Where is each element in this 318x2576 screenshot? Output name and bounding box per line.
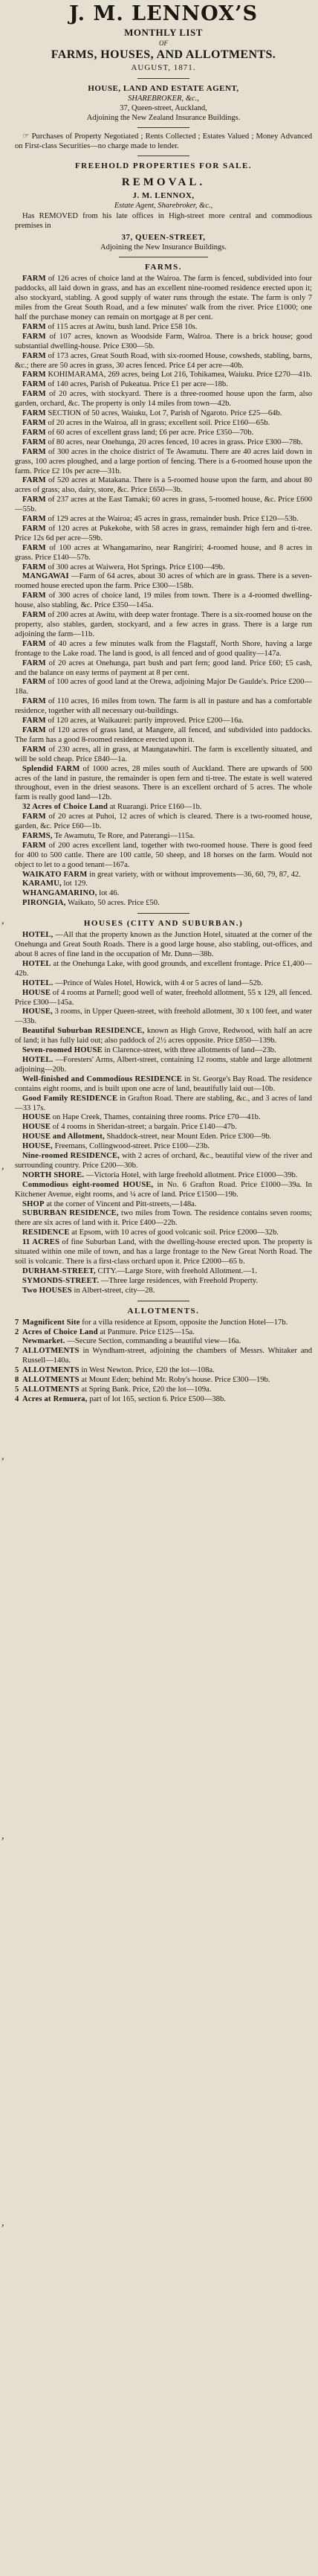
listing-entry bbox=[15, 1095, 312, 1114]
entry-lead: Acres at Remuera, bbox=[22, 1394, 88, 1403]
entry-lead: DURHAM-STREET, bbox=[22, 1266, 96, 1275]
listing-entry bbox=[15, 803, 312, 813]
entry-text: of 120 acres of grass land, at Mangere, all fenced, and subdivided into paddocks. The farm has a good 8-roomed residence erected upon it. bbox=[15, 725, 312, 744]
entry-text: of 140 acres, Parish of Pukeatua. Price £1 per acre—18b. bbox=[48, 380, 228, 389]
of-line: OF bbox=[159, 39, 168, 47]
entry-number: 4 bbox=[15, 1394, 19, 1403]
listing-entry bbox=[15, 1181, 312, 1200]
listing-entry bbox=[15, 1277, 312, 1287]
listing-entry bbox=[15, 544, 312, 563]
entry-text: of 80 acres, near Onehunga, 20 acres fenced, 10 acres in grass. Price £300—78b. bbox=[48, 438, 303, 446]
entry-lead: Splendid FARM bbox=[22, 764, 80, 773]
listing-entry bbox=[15, 323, 312, 333]
listing-entry bbox=[15, 476, 312, 496]
entry-lead: HOUSE bbox=[22, 1123, 51, 1132]
entry-lead: SHOP bbox=[22, 1199, 45, 1208]
entry-text: at the corner of Vincent and Pitt-streets,—148a. bbox=[46, 1199, 197, 1208]
listing-entry bbox=[15, 1319, 312, 1328]
removal-adjoining: Adjoining the New Insurance Buildings. bbox=[100, 243, 227, 252]
entry-lead: FARM bbox=[22, 563, 46, 571]
entry-text: of 20 acres in the Wairoa, all in grass; excellent soil. Price £160—65b. bbox=[48, 418, 270, 427]
entry-lead: FARM bbox=[22, 476, 46, 485]
listing-entry bbox=[15, 380, 312, 390]
entry-text: —Victoria Hotel, with large freehold allotment. Price £1000—39b. bbox=[85, 1170, 298, 1179]
entry-lead: Two HOUSES bbox=[22, 1286, 72, 1295]
entry-lead: Newmarket. bbox=[22, 1337, 65, 1346]
entry-text: of 120 acres, at Waikaurei: partly improved. Price £200—16a. bbox=[48, 717, 244, 725]
entry-lead: ALLOTMENTS bbox=[22, 1366, 80, 1375]
listing-entry bbox=[15, 1075, 312, 1095]
entry-lead: FARM bbox=[22, 717, 46, 725]
listing-entry bbox=[15, 572, 312, 592]
entry-text: of 1000 acres, 28 miles south of Auckland. There are upwards of 500 acres of the land in pasture, the remainder is open fern and ti-tree. The estate is well watered throughout, even in the driest seasons. There is an excellent orchard of 5 acres. The whole farm is really good land—12b. bbox=[15, 764, 312, 802]
entry-text: of 300 acres at Waiwera, Hot Springs. Price £100—49b. bbox=[48, 563, 225, 571]
listing-entry bbox=[15, 438, 312, 448]
entry-lead: FARM bbox=[22, 725, 46, 734]
entry-lead: FARM bbox=[22, 322, 46, 331]
entry-text: of 4 rooms in Sheridan-street; a bargain. Price £140—47b. bbox=[52, 1123, 237, 1132]
listing-entry bbox=[15, 726, 312, 746]
removal-heading: REMOVAL. bbox=[121, 176, 206, 189]
margin-tick: , bbox=[1, 915, 4, 926]
entry-text: of 300 acres of choice land, 19 miles from town. There is a 4-roomed dwelling-house, also stabling, &c. Price £350—145a. bbox=[15, 592, 312, 610]
entry-lead: FARM bbox=[22, 813, 46, 821]
entry-text: in No. 6 Grafton Road. Price £1000—39a. In Kitchener Avenue, eight rooms, and ¼ acre of land. Price £1500—19b. bbox=[15, 1180, 312, 1199]
entry-text: of 120 acres at Pukekohe, with 58 acres in grass, remainder high fern and ti-tree. Price 12s 6d per acre—59b. bbox=[15, 524, 313, 542]
entry-text: for a villa residence at Epsom, opposite the Junction Hotel—17b. bbox=[82, 1318, 288, 1327]
listing-entry bbox=[15, 525, 312, 544]
entry-text: of 20 acres at Onehunga, part bush and part fern; good land. Price £60; £5 cash, and the balance on easy terms of payment at 8 per cent. bbox=[15, 659, 312, 677]
listing-entry bbox=[15, 1287, 312, 1296]
entry-lead: WHANGAMARINO, bbox=[22, 889, 97, 898]
entry-lead: FARM bbox=[22, 332, 46, 341]
entry-text: of 4 rooms at Parnell; good well of water, freehold allotment, 55 x 129, all fenced. Price £300—145a. bbox=[15, 988, 312, 1007]
agent-sub: SHAREBROKER, &c., bbox=[128, 94, 199, 103]
entry-text: of 520 acres at Matakana. There is a 5-roomed house upon the farm, and about 80 acres of grass; also, dairy, store, &c. Price £650—3b. bbox=[15, 476, 313, 495]
entry-text: —Foresters' Arms, Albert-street, containing 12 rooms, stable and large allotment adjoining—20b. bbox=[15, 1055, 312, 1074]
entry-text: of 40 acres a few minutes walk from the Flagstaff, North Shore, having a large frontage to the Lake road. The land is good, is all fenced and of good quality—147a. bbox=[15, 639, 312, 658]
entry-text: in Albert-street, city—28. bbox=[74, 1286, 155, 1295]
listing-entry bbox=[15, 1347, 312, 1366]
listing-entry bbox=[15, 697, 312, 717]
entry-text: of 237 acres at the East Tamaki; 60 acres in grass, 5-roomed house, &c. Price £600—55b. bbox=[15, 496, 312, 514]
entry-text: of 110 acres, 16 miles from town. The farm is all in pasture and has a comfortable residence, together with all necessary out-buildings. bbox=[15, 697, 313, 716]
removal-address: 37, QUEEN-STREET, bbox=[121, 233, 206, 243]
entry-lead: 32 Acres of Choice Land bbox=[22, 803, 108, 812]
masthead-banner: J. M. LENNOX’S bbox=[69, 2, 258, 25]
entry-lead: FARM bbox=[22, 659, 46, 667]
entry-text: at the Onehunga Lake, with good grounds, and excellent frontage. Price £1,400—42b. bbox=[15, 959, 312, 978]
entry-text: at Ruarangi. Price £160—1b. bbox=[109, 803, 202, 812]
entry-lead: HOUSE bbox=[22, 1113, 51, 1122]
entry-lead: FARM bbox=[22, 678, 46, 687]
entry-text: of 230 acres, all in grass, at Maungatawhiri. The farm is excellently situated, and will be sold cheap. Price £840—1a. bbox=[15, 745, 312, 763]
entry-text: of 200 acres at Awitu, with deep water frontage. There is a six-roomed house on the property, also stables, garden, stockyard, and a few acres in grass. There is a large run adjoining the farm—11b. bbox=[15, 611, 312, 638]
listing-entry bbox=[15, 979, 312, 989]
listing-entry bbox=[15, 1200, 312, 1210]
entry-lead: FARM bbox=[22, 697, 46, 706]
listing-entry bbox=[15, 419, 312, 429]
entry-lead: FARM bbox=[22, 438, 46, 446]
entry-lead: Commodious eight-roomed HOUSE, bbox=[22, 1180, 154, 1189]
entry-number: 5 bbox=[15, 1366, 19, 1375]
entry-text: of 173 acres, Great South Road, with six-roomed House, cowsheds, stabling, barns, &c.; there are 50 acres in grass, 30 acres fenced. Price £4 per acre—40b. bbox=[15, 351, 312, 370]
removal-title: Estate Agent, Sharebroker, &c., bbox=[114, 202, 213, 211]
entry-text: at Epsom, with 10 acres of good volcanic soil. Price £2000—32b. bbox=[71, 1228, 279, 1237]
listing-entry bbox=[15, 1046, 312, 1056]
entry-lead: FARM bbox=[22, 275, 46, 283]
agent-address: 37, Queen-street, Auckland, bbox=[120, 104, 207, 112]
entry-text: 3 rooms, in Upper Queen-street, with freehold allotment, 30 x 100 feet, and water—33b. bbox=[15, 1007, 312, 1026]
entry-lead: HOUSE bbox=[22, 988, 51, 997]
listing-entry bbox=[15, 899, 312, 909]
entry-lead: FARM bbox=[22, 841, 46, 850]
entry-lead: FARM bbox=[22, 639, 46, 648]
entry-lead: KARAMU, bbox=[22, 880, 62, 888]
entry-lead: NORTH SHORE. bbox=[22, 1170, 85, 1179]
removal-name: J. M. LENNOX, bbox=[132, 191, 195, 201]
entry-text: CITY.—Large Store, with freehold Allotment.—1. bbox=[97, 1266, 257, 1275]
entry-text: in Grafton Road. There are stabling, &c., and 3 acres of land—33 17s. bbox=[15, 1094, 312, 1112]
listing-entry bbox=[15, 659, 312, 679]
divider bbox=[137, 127, 189, 128]
listing-entry bbox=[15, 1337, 312, 1347]
entry-lead: FARM bbox=[22, 380, 46, 389]
listing-entry bbox=[15, 1228, 312, 1238]
entry-text: SECTION of 50 acres, Waiuku, Lot 7, Parish of Ngaroto. Price £25—64b. bbox=[48, 409, 282, 418]
entry-lead: FARM bbox=[22, 745, 46, 754]
entry-text: Shaddock-street, near Mount Eden. Price £300—9b. bbox=[106, 1132, 272, 1141]
entry-number: 2 bbox=[15, 1327, 19, 1336]
entry-text: of 107 acres, known as Woodside Farm, Walroa. There is a brick house; good substantial dwelling-house. Price £300—5b. bbox=[15, 332, 312, 350]
entry-lead: FARM bbox=[22, 428, 46, 437]
entry-lead: SUBURBAN RESIDENCE, bbox=[22, 1209, 119, 1218]
entry-text: Te Awamutu, Te Rore, and Paterangi—115a. bbox=[54, 831, 195, 840]
entry-text: —All that the property known as the Junction Hotel, situated at the corner of the Onehunga and Great South Roads. There is a good large house, also stabling, out-offices, and about 8 acres of fine land in the occupation of Mr. Dunn—38b. bbox=[15, 931, 312, 958]
listing-entry bbox=[15, 1366, 312, 1376]
listing-entry bbox=[15, 563, 312, 573]
listing-entry bbox=[15, 1007, 312, 1027]
listing-entry bbox=[15, 371, 312, 380]
entry-lead: Well-finished and Commodious RESIDENCE bbox=[22, 1074, 183, 1083]
entry-text: of 200 acres excellent land, together with two-roomed house. There is good feed for 400 to 500 cattle. There are 100 cattle, 50 sheep, and 18 horses on the farm. Would not object to let to a good tenant—167a. bbox=[15, 841, 312, 869]
entry-text: in Clarence-street, with three allotments of land—23b. bbox=[104, 1046, 276, 1055]
listing-entry bbox=[15, 429, 312, 438]
margin-tick: , bbox=[1, 1161, 4, 1172]
entry-lead: FARM bbox=[22, 418, 46, 427]
entry-text: KOHIMARAMA, 269 acres, being Lot 216, Tohikamea, Waiuku. Price £270—41b. bbox=[48, 371, 312, 379]
entry-text: Freemans, Collingwood-street. Price £100—23b. bbox=[54, 1142, 210, 1151]
entry-text: —Three large residences, with Freehold Property. bbox=[100, 1276, 259, 1285]
entry-lead: Nine-roomed RESIDENCE, bbox=[22, 1152, 120, 1161]
purchases-notice: ☞ Purchases of Property Negotiated ; Rents Collected ; Estates Valued ; Money Advanced on First-class Securities—no charge made to lender. bbox=[15, 132, 312, 150]
entry-lead: FARM bbox=[22, 496, 46, 504]
entry-lead: PIRONGIA, bbox=[22, 899, 66, 908]
farms-heading: FARMS. bbox=[144, 263, 183, 272]
entry-text: of 300 acres in the choice district of Te Awamutu. There are 40 acres laid down in grass, 100 acres ploughed, and a large portion of fencing. There is a 6-roomed house upon the farm. Price £2 10s per acre—31b. bbox=[15, 447, 312, 475]
listing-entry bbox=[15, 1376, 312, 1385]
listing-entry bbox=[15, 889, 312, 899]
listing-entry bbox=[15, 515, 312, 525]
entry-lead: FARM bbox=[22, 543, 46, 552]
listing-entry bbox=[15, 1027, 312, 1046]
entry-lead: FARMS, bbox=[22, 831, 53, 840]
listing-entry bbox=[15, 1328, 312, 1338]
listing-entry bbox=[15, 678, 312, 697]
listing-entry bbox=[15, 333, 312, 352]
entry-lead: FARM bbox=[22, 351, 46, 360]
entry-lead: HOUSE and Allotment, bbox=[22, 1132, 105, 1141]
entry-lead: FARM bbox=[22, 447, 46, 456]
entry-number: 7 bbox=[15, 1318, 19, 1327]
entry-text: of 60 acres of excellent grass land; £6 per acre. Price £350—70b. bbox=[48, 428, 254, 437]
entry-lead: 11 ACRES bbox=[22, 1238, 60, 1247]
listing-entry bbox=[15, 592, 312, 611]
entry-lead: FARM bbox=[22, 409, 46, 418]
farms-houses-allotments-title: FARMS, HOUSES, AND ALLOTMENTS. bbox=[51, 48, 276, 61]
entry-lead: FARM bbox=[22, 515, 46, 524]
listing-entry bbox=[15, 1238, 312, 1267]
allotments-heading: ALLOTMENTS. bbox=[127, 1306, 200, 1316]
entry-number: 8 bbox=[15, 1376, 19, 1385]
listing-entry bbox=[15, 931, 312, 960]
listing-entry bbox=[15, 1267, 312, 1277]
entry-lead: RESIDENCE bbox=[22, 1228, 70, 1237]
entry-lead: ALLOTMENTS bbox=[22, 1347, 80, 1356]
entry-number: 7 bbox=[15, 1347, 19, 1356]
listing-entry bbox=[15, 1142, 312, 1152]
entry-text: at Panmure. Price £125—15a. bbox=[100, 1327, 195, 1336]
entry-text: —Prince of Wales Hotel, Howick, with 4 or 5 acres of land—52b. bbox=[55, 978, 263, 987]
entry-text: lot 129. bbox=[63, 880, 88, 888]
listing-entry bbox=[15, 813, 312, 832]
entry-lead: SYMONDS-STREET. bbox=[22, 1276, 100, 1285]
entry-text: known as High Grove, Redwood, with half an acre of land; it has fully laid out; also paddock of 2½ acres opposite. Price £850—139b. bbox=[15, 1027, 312, 1045]
entry-text: on Hape Creek, Thames, containing three rooms. Price £70—41b. bbox=[52, 1113, 261, 1122]
listing-entry bbox=[15, 717, 312, 726]
entry-lead: FARM bbox=[22, 390, 46, 399]
entry-text: of 20 acres, with stockyard. There is a three-roomed house upon the farm, also garden, orchard, &c. The property is only 14 miles from town—42b. bbox=[15, 390, 312, 408]
farms-list bbox=[15, 275, 312, 909]
entry-text: in great variety, with or without improvements—36, 60, 79, 87, 42. bbox=[89, 870, 301, 879]
entry-lead: ALLOTMENTS bbox=[22, 1376, 80, 1385]
entry-text: —Secure Section, commanding a beautiful view—16a. bbox=[67, 1337, 241, 1346]
entry-text: lot 46. bbox=[99, 889, 120, 898]
entry-lead: HOTEL. bbox=[22, 1055, 53, 1064]
entry-lead: Seven-roomed HOUSE bbox=[22, 1046, 103, 1055]
entry-lead: HOTEL. bbox=[22, 978, 53, 987]
entry-lead: HOUSE, bbox=[22, 1007, 53, 1016]
listing-entry bbox=[15, 1113, 312, 1123]
issue-date: AUGUST, 1871. bbox=[131, 63, 196, 72]
listing-entry bbox=[15, 390, 312, 409]
entry-text: in St. George's Bay Road. The residence contains eight rooms, and is built upon one acre of land, beautifully laid out—10b. bbox=[15, 1074, 312, 1093]
listing-entry bbox=[15, 1209, 312, 1228]
listing-entry bbox=[15, 409, 312, 419]
freehold-heading: FREEHOLD PROPERTIES FOR SALE. bbox=[74, 161, 253, 171]
entry-text: of fine Suburban Land, with the dwelling-house erected upon. The property is situated within one mile of town, and has a large frontage to the New Great North Road. The soil is volcanic. There is a first-class orchard upon it. Price £2000—65 b. bbox=[15, 1238, 312, 1266]
entry-text: of 100 acres at Whangamarino, near Rangiriri; 4-roomed house, and 8 acres in grass. Price £140—57b. bbox=[15, 543, 312, 562]
entry-lead: FARM bbox=[22, 371, 46, 379]
entry-text: of 20 acres at Puhoi, 12 acres of which is cleared. There is a two-roomed house, garden, &c. Price £60—1b. bbox=[15, 813, 312, 831]
entry-lead: FARM bbox=[22, 524, 46, 533]
removal-text: Has REMOVED from his late offices in High-street more central and commodious premises in bbox=[15, 212, 312, 230]
entry-lead: FARM bbox=[22, 611, 46, 620]
houses-heading: HOUSES (CITY AND SUBURBAN.) bbox=[83, 919, 244, 929]
entry-text: of 126 acres of choice land at the Wairoa. The farm is fenced, subdivided into four paddocks, all laid down in grass, and has an excellent nine-roomed residence erected upon it; also stockyard, stabling. A good supply of water runs through the estate. The farm is only 7 miles from the Great South Road, and a few minutes' walk from the river. Price £1000; one half the purchase money can remain on mortgage at 8 per cent. bbox=[15, 275, 312, 321]
listing-entry bbox=[15, 275, 312, 323]
entry-text: —Farm of 64 acres, about 30 acres of which are in grass. There is a seven-roomed house erected upon the farm. Price £300—158b. bbox=[15, 572, 313, 591]
listing-entry bbox=[15, 1171, 312, 1181]
entry-text: in Wyndham-street, adjoining the chambers of Messrs. Whitaker and Russell—140a. bbox=[22, 1347, 312, 1365]
listing-entry bbox=[15, 1385, 312, 1395]
entry-text: in West Newton. Price, £20 the lot—108a. bbox=[81, 1366, 215, 1375]
entry-lead: HOTEL, bbox=[22, 931, 53, 940]
entry-text: at Spring Bank. Price, £20 the lot—109a. bbox=[81, 1385, 212, 1394]
listing-entry bbox=[15, 832, 312, 842]
entry-lead: FARM bbox=[22, 592, 46, 600]
listing-entry bbox=[15, 1132, 312, 1142]
entry-lead: HOUSE, bbox=[22, 1142, 53, 1151]
listing-entry bbox=[15, 352, 312, 371]
entry-lead: MANGAWAI bbox=[22, 572, 69, 581]
entry-text: two miles from Town. The residence contains seven rooms; there are six acres of land with it. Price £400—22b. bbox=[15, 1209, 313, 1228]
agent-adjoining: Adjoining the New Zealand Insurance Buildings. bbox=[86, 114, 241, 122]
listing-entry bbox=[15, 765, 312, 804]
entry-lead: WAIKATO FARM bbox=[22, 870, 88, 879]
divider bbox=[137, 913, 189, 914]
entry-lead: Beautiful Suburban RESIDENCE, bbox=[22, 1027, 145, 1036]
listing-entry bbox=[15, 880, 312, 889]
listing-entry bbox=[15, 496, 312, 515]
entry-lead: Magnificent Site bbox=[22, 1318, 80, 1327]
entry-number: 5 bbox=[15, 1385, 19, 1394]
listing-entry bbox=[15, 960, 312, 979]
listing-entry bbox=[15, 1056, 312, 1075]
monthly-list-title: MONTHLY LIST bbox=[124, 27, 203, 38]
listing-entry bbox=[15, 611, 312, 640]
entry-text: of 100 acres of good land at the Orewa, adjoining Major De Gaulde's. Price £200—18a. bbox=[15, 678, 312, 696]
listing-entry bbox=[15, 989, 312, 1008]
listing-entry bbox=[15, 746, 312, 765]
listing-entry bbox=[15, 1395, 312, 1405]
entry-text: of 115 acres at Awitu, bush land. Price £58 10s. bbox=[48, 322, 198, 331]
listing-entry bbox=[15, 1152, 312, 1171]
listing-entry bbox=[15, 448, 312, 477]
listing-entry bbox=[15, 871, 312, 880]
entry-text: part of lot 165, section 6. Price £500—38b. bbox=[89, 1394, 226, 1403]
entry-lead: Acres of Choice Land bbox=[22, 1327, 98, 1336]
margin-tick: , bbox=[1, 1830, 4, 1842]
entry-text: at Mount Eden; behind Mr. Roby's house. Price £300—19b. bbox=[81, 1376, 270, 1385]
entry-text: Waikato, 50 acres. Price £50. bbox=[68, 899, 160, 908]
entry-lead: Good Family RESIDENCE bbox=[22, 1094, 118, 1103]
entry-text: with 2 acres of orchard, &c., beautiful view of the river and surrounding country. Price £200—30b. bbox=[15, 1152, 313, 1170]
newspaper-column bbox=[15, 0, 312, 1405]
margin-tick: , bbox=[1, 2217, 4, 2229]
entry-lead: HOTEL bbox=[22, 959, 51, 968]
houses-list bbox=[15, 931, 312, 1295]
agent-line: HOUSE, LAND AND ESTATE AGENT, bbox=[88, 84, 239, 93]
listing-entry bbox=[15, 640, 312, 659]
divider bbox=[137, 78, 189, 79]
listing-entry bbox=[15, 1123, 312, 1132]
margin-tick: , bbox=[1, 1451, 4, 1462]
entry-text: of 129 acres at the Wairoa; 45 acres in grass, remainder bush. Price £120—53b. bbox=[48, 515, 299, 524]
listing-entry bbox=[15, 842, 312, 871]
entry-lead: ALLOTMENTS bbox=[22, 1385, 80, 1394]
allotments-list bbox=[15, 1319, 312, 1405]
